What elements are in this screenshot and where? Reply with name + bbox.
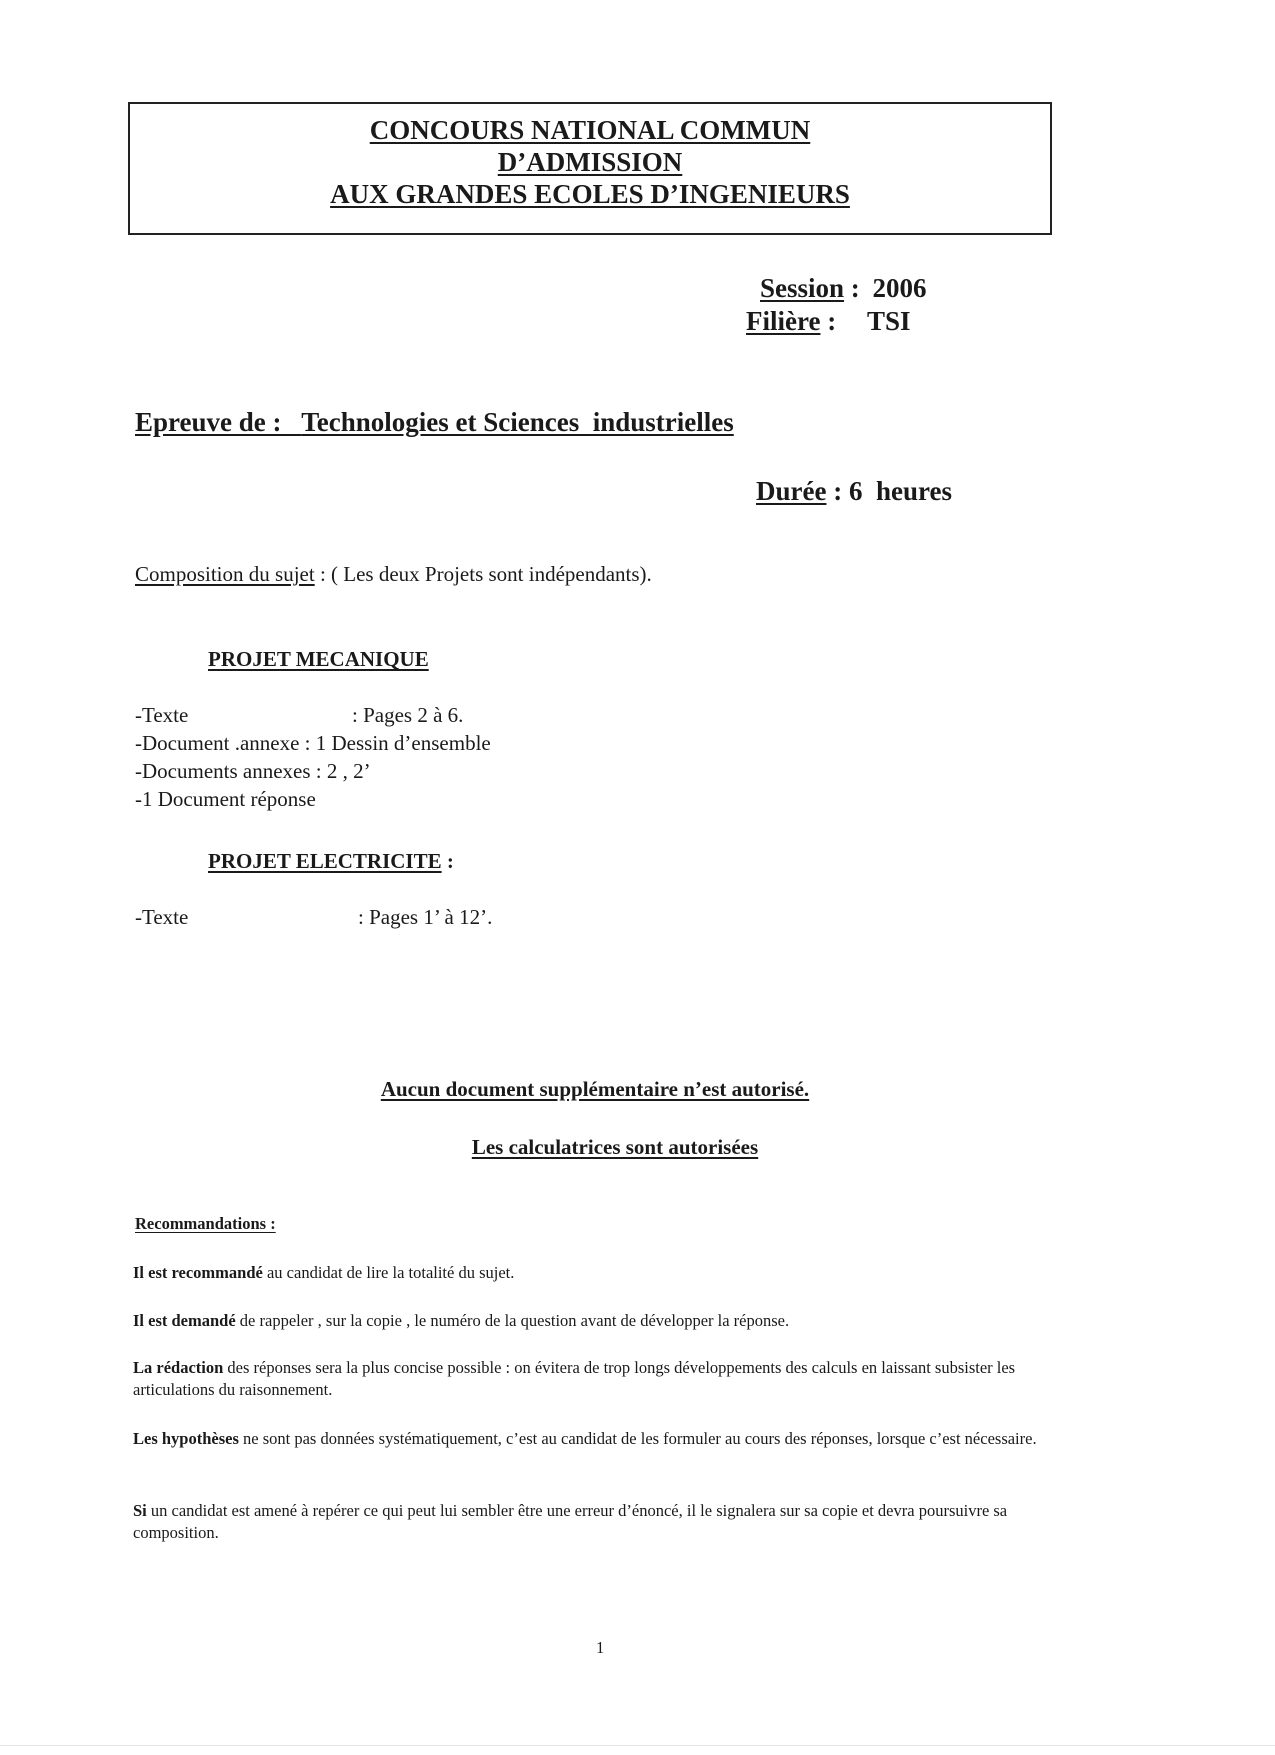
elec-item-1-value: : Pages 1’ à 12’. bbox=[358, 905, 493, 929]
epreuve-line bbox=[135, 407, 734, 438]
recommandations-title: Recommandations : bbox=[135, 1214, 276, 1233]
rec-2-bold: Il est demandé bbox=[133, 1311, 236, 1330]
header-box bbox=[128, 102, 1052, 235]
filiere-line bbox=[746, 305, 911, 337]
rec-3-bold: La rédaction bbox=[133, 1358, 224, 1377]
session-label: Session bbox=[760, 273, 845, 303]
meca-item-1-label: -Texte bbox=[135, 703, 189, 727]
meca-item-2: -Document .annexe : 1 Dessin d’ensemble bbox=[135, 731, 491, 755]
composition-line bbox=[135, 560, 652, 588]
epreuve-label: Epreuve de : bbox=[135, 407, 282, 437]
header-line-2: D’ADMISSION bbox=[497, 147, 683, 177]
rec-1-bold: Il est recommandé bbox=[133, 1263, 263, 1282]
rec-paragraph-3 bbox=[133, 1357, 1073, 1401]
rec-5-bold: Si bbox=[133, 1501, 147, 1520]
notice-calculators: Les calculatrices sont autorisées bbox=[471, 1135, 759, 1159]
rec-1-text: au candidat de lire la totalité du sujet. bbox=[262, 1263, 515, 1282]
duree-line bbox=[756, 476, 952, 507]
projet-meca-title: PROJET MECANIQUE bbox=[208, 647, 429, 671]
projet-elec-title-line bbox=[208, 847, 454, 875]
session-line bbox=[760, 272, 927, 304]
rec-3-text: des réponses sera la plus concise possible : on évitera de trop longs développements des calculs en laissant subsister les articulations du raisonnement. bbox=[133, 1358, 1016, 1399]
rec-5-text: un candidat est amené à repérer ce qui peut lui sembler être une erreur d’énoncé, il le signalera sur sa copie et devra poursuivre sa composition. bbox=[133, 1501, 1008, 1542]
composition-label: Composition du sujet bbox=[135, 562, 315, 586]
meca-item-3: -Documents annexes : 2 , 2’ bbox=[135, 759, 371, 783]
header-line-1: CONCOURS NATIONAL COMMUN bbox=[369, 115, 811, 145]
projet-elec-colon: : bbox=[441, 849, 454, 873]
projet-elec-title: PROJET ELECTRICITE bbox=[208, 849, 442, 873]
rec-paragraph-2 bbox=[133, 1310, 1073, 1332]
rec-2-text: de rappeler , sur la copie , le numéro de la question avant de développer la réponse. bbox=[235, 1311, 790, 1330]
page-number: 1 bbox=[596, 1638, 605, 1657]
rec-4-bold: Les hypothèses bbox=[133, 1429, 239, 1448]
elec-item-1-label: -Texte bbox=[135, 905, 189, 929]
session-value: 2006 bbox=[872, 273, 927, 303]
meca-item-1-value: : Pages 2 à 6. bbox=[352, 703, 464, 727]
rec-4-text: ne sont pas données systématiquement, c’est au candidat de les formuler au cours des réponses, lorsque c’est nécessaire. bbox=[238, 1429, 1037, 1448]
filiere-label: Filière bbox=[746, 306, 821, 336]
scan-edge bbox=[0, 1745, 1275, 1746]
duree-label: Durée bbox=[756, 476, 827, 506]
rec-paragraph-1 bbox=[133, 1262, 1073, 1284]
meca-item-4: -1 Document réponse bbox=[135, 787, 316, 811]
header-line-3: AUX GRANDES ECOLES D’INGENIEURS bbox=[330, 179, 850, 209]
rec-paragraph-4 bbox=[133, 1428, 1073, 1450]
rec-paragraph-5 bbox=[133, 1500, 1073, 1544]
filiere-value: TSI bbox=[866, 306, 911, 336]
composition-text: : ( Les deux Projets sont indépendants). bbox=[314, 562, 652, 586]
session-sep: : bbox=[850, 273, 860, 303]
epreuve-value: Technologies et Sciences industrielles bbox=[301, 407, 734, 437]
filiere-sep: : bbox=[827, 306, 837, 336]
notice-no-documents: Aucun document supplémentaire n’est autorisé. bbox=[380, 1077, 810, 1101]
duree-value: : 6 heures bbox=[833, 476, 952, 506]
